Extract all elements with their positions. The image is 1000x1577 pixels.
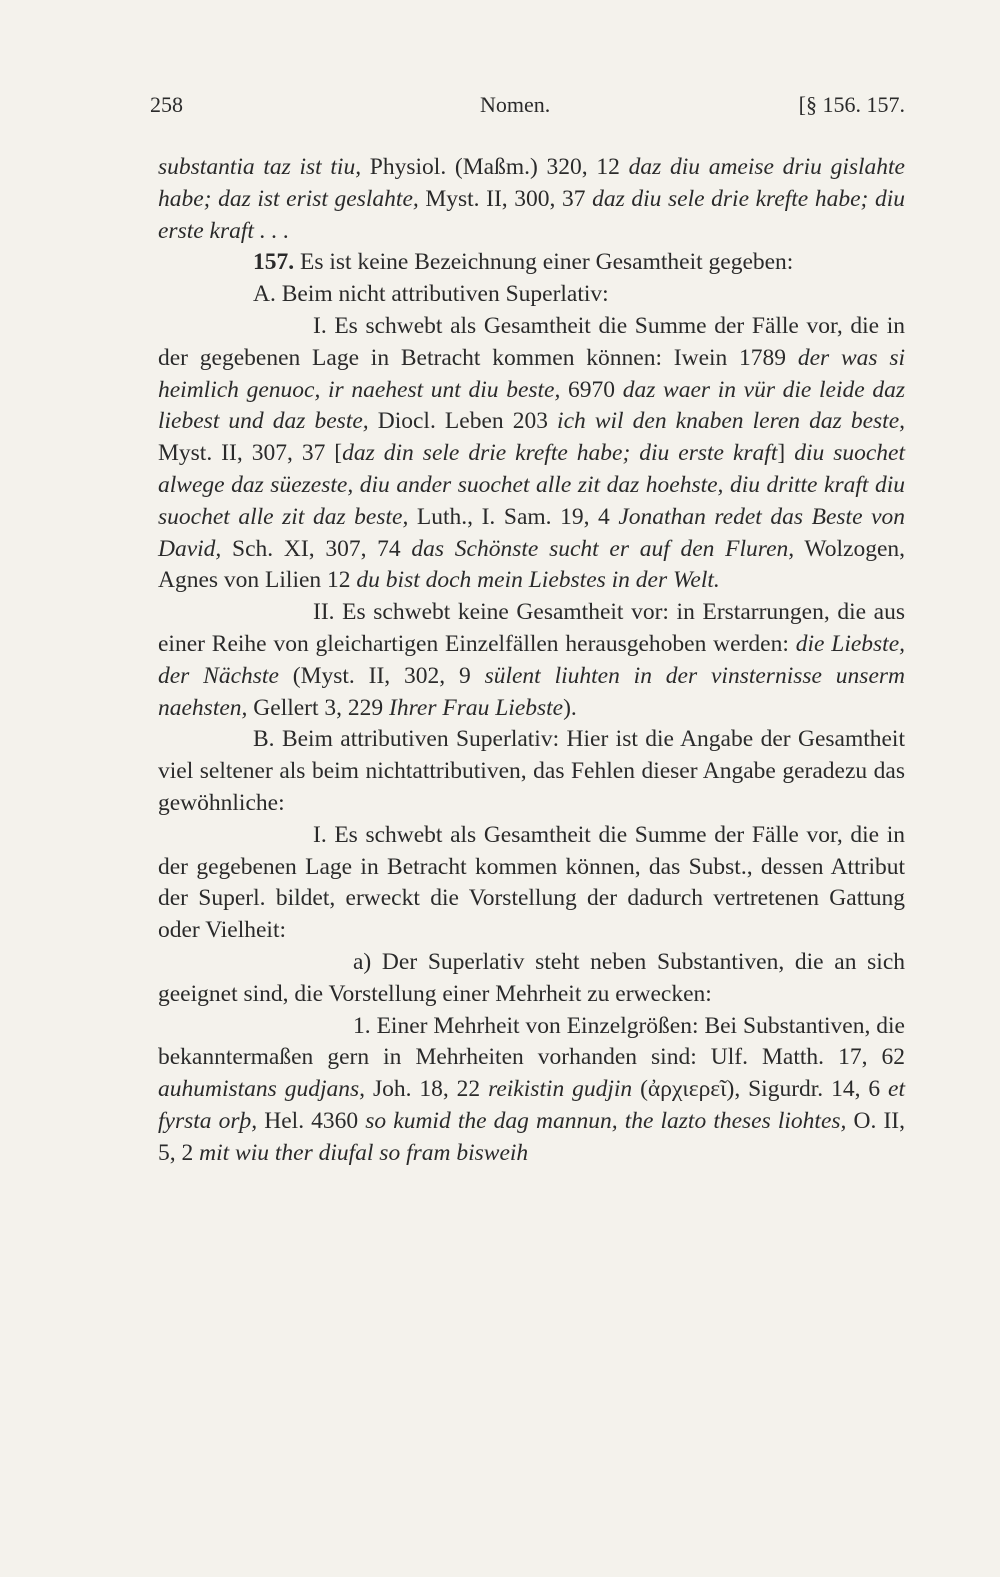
quoted-text: daz diu sele drie krefte habe; diu erste kraft . . . [158, 185, 905, 244]
text-run: a) Der Superlativ steht neben Substantiven, die an sich geeignet sind, die Vorstellung einer Mehrheit zu erwecken: [158, 948, 905, 1007]
text-run: B. Beim attributiven Superlativ: Hier ist die Angabe der Gesamtheit viel seltener als beim nichtattributiven, das Fehlen dieser Angabe geradezu das gewöhnliche: [158, 726, 905, 816]
text-run: ). [563, 694, 577, 721]
page-number: 258 [150, 92, 183, 117]
paragraph-heading-b [158, 724, 905, 819]
quoted-text: daz diu ameise driu gislahte habe; daz ist erist geslahte, [158, 154, 905, 212]
text-run: Physiol. (Maßm.) 320, 12 [361, 154, 629, 180]
text-run: Joh. 18, 22 [365, 1076, 489, 1103]
text-run: Es ist keine Bezeichnung einer Gesamtheit gegeben: [294, 249, 794, 276]
quoted-text: der was si heimlich genuoc, ir naehest unt diu beste, [158, 344, 906, 403]
section-number: 157. [253, 249, 295, 276]
quoted-text: daz waer in vür die leide daz liebest und daz beste, [158, 376, 905, 435]
paragraph-a-ii [158, 597, 905, 724]
quoted-text: daz din sele drie krefte habe; diu erste kraft [342, 440, 778, 467]
paragraph-b-i-a [158, 947, 905, 1011]
quoted-text: so kumid the dag mannun, the lazto theses liohtes, [365, 1107, 847, 1134]
page-body [158, 152, 905, 1170]
text-run: Myst. II, 307, 37 [ [158, 440, 343, 467]
quoted-text: et fyrsta orþ, [158, 1076, 905, 1134]
quoted-text: Jonathan redet das Beste von David, [158, 503, 905, 562]
text-run: Myst. II, 300, 37 [418, 185, 593, 212]
running-title: Nomen. [480, 92, 551, 117]
text-run: Hel. 4360 [257, 1107, 366, 1134]
text-run: (Myst. II, 302, 9 [278, 662, 485, 689]
paragraph-b-i [158, 820, 905, 947]
quoted-text: ich wil den knaben leren daz beste, [557, 408, 905, 435]
text-run: 6970 [560, 376, 623, 403]
quoted-text: sülent liuhten in der vinsternisse unserm naehsten, [158, 662, 905, 721]
quoted-text: die Liebste, der Nächste [158, 630, 906, 689]
quoted-text: das Schönste sucht er auf den Fluren, [411, 535, 795, 562]
quoted-text: Ihrer Frau Liebste [389, 694, 564, 721]
text-run: Luth., I. Sam. 19, 4 [408, 503, 619, 530]
text-run: II. Es schwebt keine Gesamtheit vor: in Erstarrungen, die aus einer Reihe von gleichartigen Einzelfällen herausgehoben werden: [158, 599, 905, 657]
quoted-text: du bist doch mein Liebstes in der Welt. [356, 567, 720, 594]
quoted-text: reikistin gudjin [488, 1076, 633, 1103]
paragraph-continuation [158, 152, 905, 247]
text-run: Wolzogen, Agnes von Lilien 12 [158, 535, 905, 594]
text-run: Diocl. Leben 203 [368, 408, 558, 435]
quoted-text: substantia taz ist tiu, [158, 154, 362, 180]
paragraph-b-i-a-1 [158, 1011, 905, 1170]
text-run: I. Es schwebt als Gesamtheit die Summe der Fälle vor, die in der gegebenen Lage in Betracht kommen können: Iwein 1789 [158, 312, 905, 371]
text-run: (ἀρχιερεῖ), Sigurdr. 14, 6 [632, 1076, 889, 1103]
text-run: Gellert 3, 229 [247, 694, 390, 721]
paragraph-section-157 [158, 247, 905, 279]
text-run: I. Es schwebt als Gesamtheit die Summe der Fälle vor, die in der gegebenen Lage in Betracht kommen können, das Subst., dessen Attribut der Superl. bildet, erweckt die Vorstellung der dadurch vertretenen Gattung oder Vielheit: [158, 821, 905, 944]
paragraph-a-i [158, 311, 905, 597]
section-reference: [§ 156. 157. [798, 92, 905, 117]
paragraph-heading-a [158, 279, 905, 311]
text-run: 1. Einer Mehrheit von Einzelgrößen: Bei Substantiven, die bekanntermaßen gern in Mehrheiten vorhanden sind: Ulf. Matth. 17, 62 [158, 1012, 905, 1071]
text-run: O. II, 5, 2 [158, 1107, 905, 1166]
text-run: Sch. XI, 307, 74 [221, 535, 412, 562]
text-run: ] [777, 440, 795, 467]
text-run: A. Beim nicht attributiven Superlativ: [253, 281, 609, 308]
quoted-text: diu suochet alwege daz süezeste, diu ander suochet alle zit daz hoehste, diu dritte kraft diu suochet alle zit daz beste, [158, 440, 905, 530]
quoted-text: mit wiu ther diufal so fram bisweih [199, 1139, 529, 1166]
quoted-text: auhumistans gudjans, [158, 1076, 366, 1103]
